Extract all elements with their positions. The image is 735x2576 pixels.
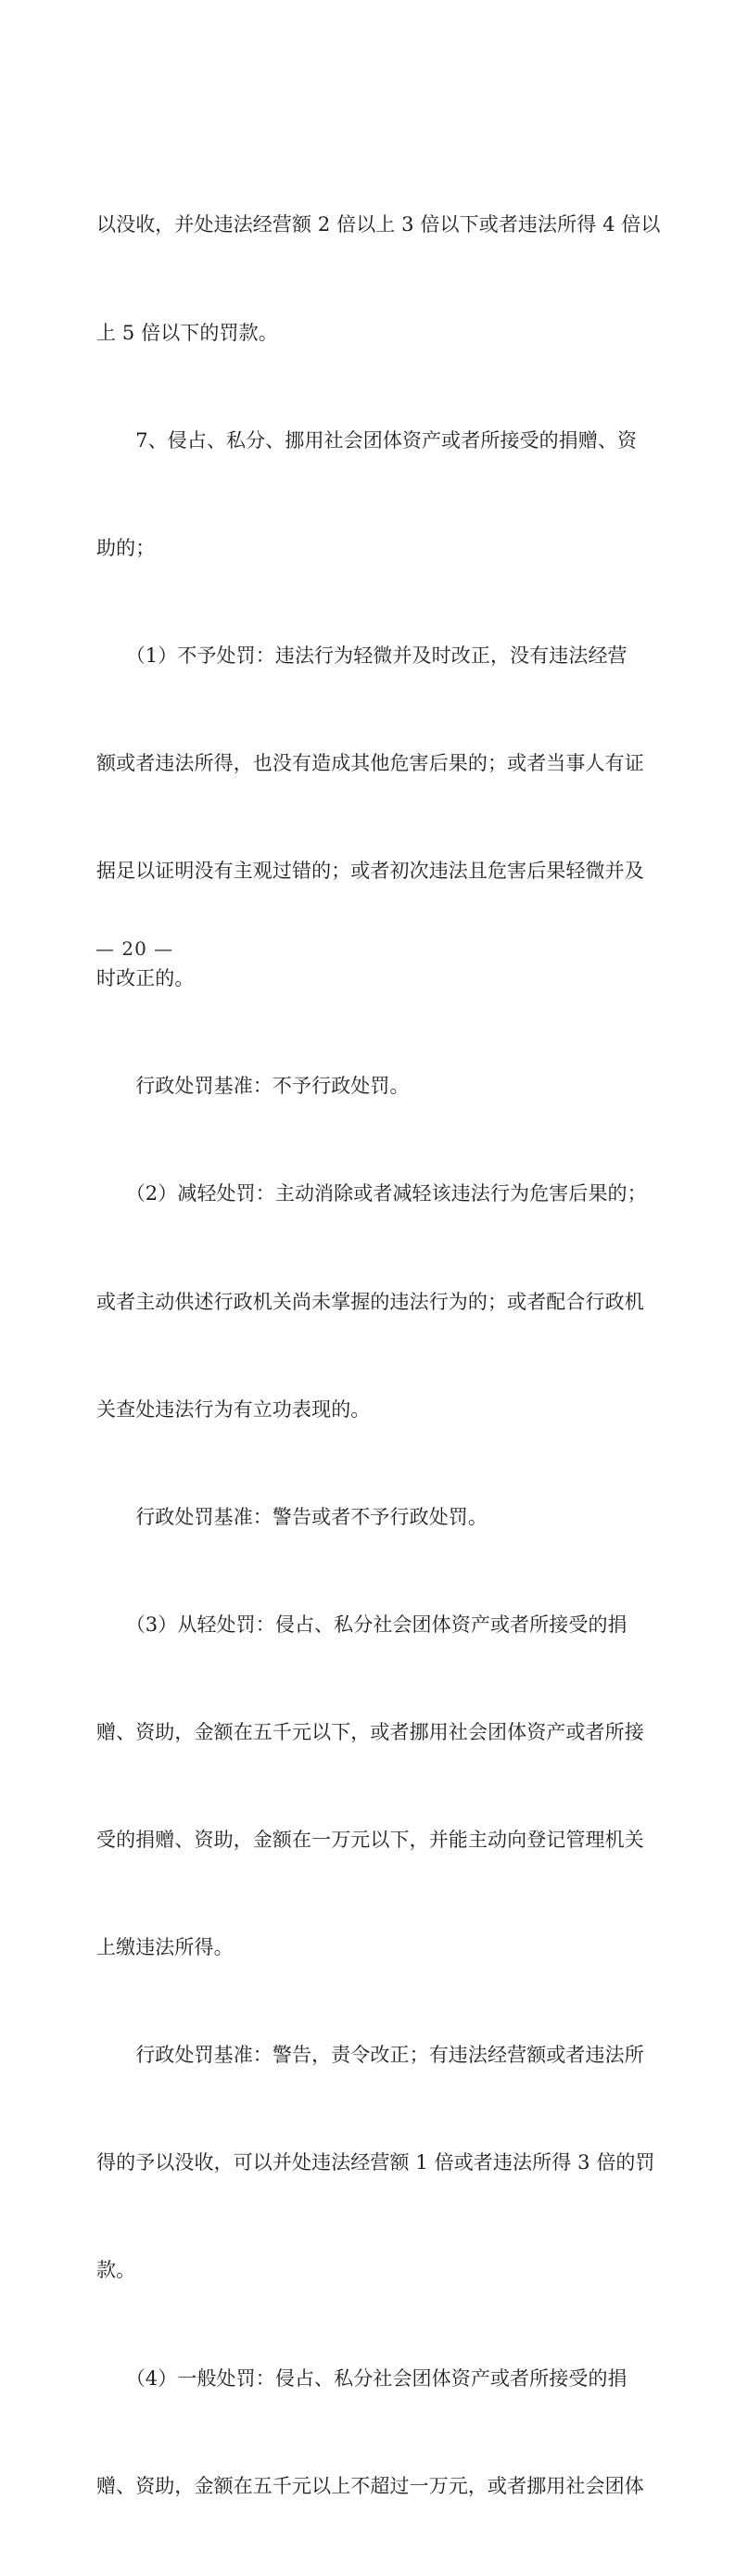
text-line: 行政处罚基准：警告，责令改正；有违法经营额或者违法所 — [96, 2044, 644, 2067]
page-number: — 20 — — [95, 937, 174, 960]
text-line: 赠、资助，金额在五千元以下，或者挪用社会团体资产或者所接 — [96, 1720, 644, 1743]
text-line: 行政处罚基准：警告或者不予行政处罚。 — [96, 1505, 488, 1528]
text-line: 关查处违法行为有立功表现的。 — [96, 1397, 371, 1421]
text-line: 据足以证明没有主观过错的；或者初次违法且危害后果轻微并及 — [96, 860, 644, 883]
document-body — [96, 135, 661, 2576]
text-line: （1）不予处罚：违法行为轻微并及时改正，没有违法经营 — [96, 644, 627, 667]
text-line: （4）一般处罚：侵占、私分社会团体资产或者所接受的捐 — [96, 2366, 627, 2390]
text-line: 额或者违法所得，也没有造成其他危害后果的；或者当事人有证 — [96, 751, 644, 774]
text-line: 时改正的。 — [96, 967, 195, 990]
text-line: 上缴违法所得。 — [96, 1936, 234, 1959]
text-line: 以没收，并处违法经营额 2 倍以上 3 倍以下或者违法所得 4 倍以 — [96, 213, 661, 236]
text-line: 行政处罚基准：不予行政处罚。 — [96, 1075, 410, 1098]
text-line: 受的捐赠、资助，金额在一万元以下，并能主动向登记管理机关 — [96, 1829, 644, 1852]
text-line: 或者主动供述行政机关尚未掌握的违法行为的；或者配合行政机 — [96, 1290, 644, 1313]
text-line: 上 5 倍以下的罚款。 — [96, 321, 278, 344]
text-line: （2）减轻处罚：主动消除或者减轻该违法行为危害后果的； — [96, 1182, 647, 1205]
text-line: 款。 — [96, 2259, 136, 2282]
text-line: 助的； — [96, 536, 156, 559]
text-line: （3）从轻处罚：侵占、私分社会团体资产或者所接受的捐 — [96, 1613, 627, 1636]
text-line: 得的予以没收，可以并处违法经营额 1 倍或者违法所得 3 倍的罚 — [96, 2151, 655, 2174]
text-line: 赠、资助，金额在五千元以上不超过一万元，或者挪用社会团体 — [96, 2474, 644, 2497]
text-line: 7、侵占、私分、挪用社会团体资产或者所接受的捐赠、资 — [96, 428, 638, 452]
